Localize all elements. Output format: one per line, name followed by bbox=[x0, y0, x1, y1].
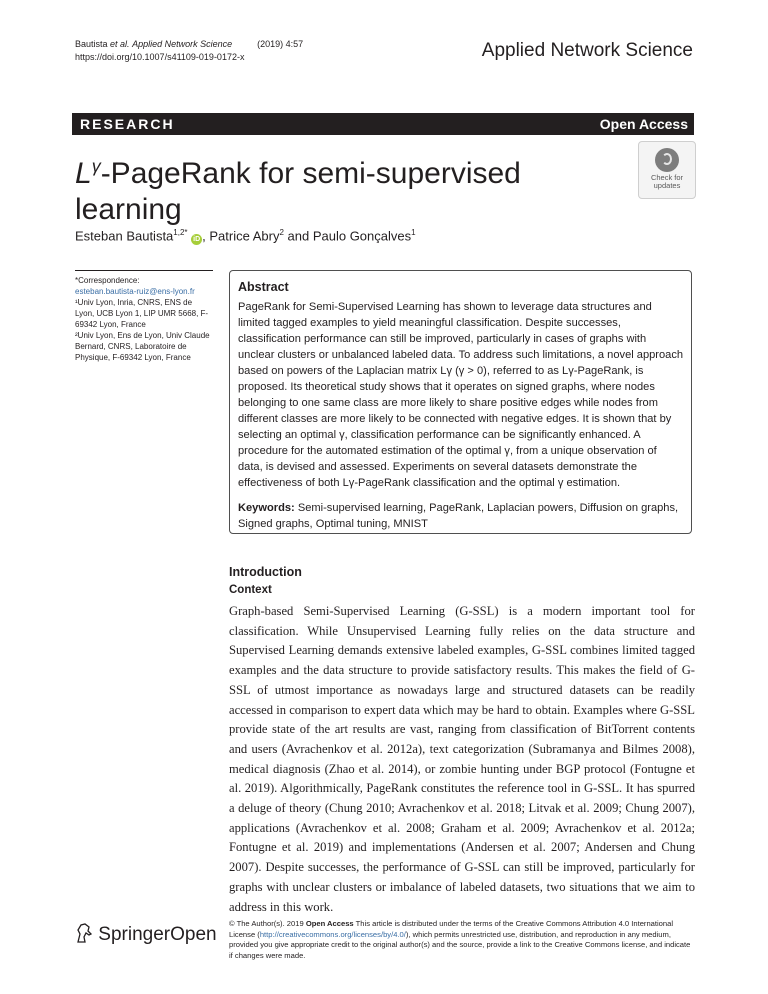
header-journal: Applied Network Science bbox=[132, 39, 233, 49]
author-list: Esteban Bautista$^{1,2*}$ iD , Patrice Abry$^2$ and Paulo Gonçalves$^1$ bbox=[75, 228, 416, 244]
correspondence-email[interactable]: esteban.bautista-ruiz@ens-lyon.fr bbox=[75, 287, 195, 296]
springer-open-logo: SpringerOpen bbox=[75, 922, 217, 946]
abstract-box bbox=[229, 270, 692, 534]
journal-name: Applied Network Science bbox=[481, 40, 693, 61]
author-name: and Paulo Gonçalves bbox=[283, 228, 412, 244]
correspondence-block bbox=[75, 270, 213, 363]
affiliation: ²Univ Lyon, Ens de Lyon, Univ Claude Bernard, CNRS, Laboratoire de Physique, F-69342 Lyon, France bbox=[75, 331, 210, 362]
affiliation: ¹Univ Lyon, Inria, CNRS, ENS de Lyon, UCB Lyon 1, LIP UMR 5668, F-69342 Lyon, France bbox=[75, 298, 209, 329]
article-title: $L^\gamma$-PageRank for semi-supervised learning bbox=[75, 156, 521, 226]
subsection-heading: Context bbox=[229, 584, 272, 596]
springer-horse-icon bbox=[75, 922, 93, 944]
header-authors: Bautista bbox=[75, 39, 108, 49]
running-header bbox=[75, 38, 303, 64]
correspondence-label: *Correspondence: bbox=[75, 276, 140, 285]
header-year-volume: (2019) 4:57 bbox=[257, 39, 304, 49]
check-for-updates-badge[interactable]: Check for updates bbox=[638, 141, 696, 199]
author-name: Esteban Bautista bbox=[75, 228, 174, 244]
article-type-bar bbox=[72, 113, 694, 135]
doi-link[interactable]: https://doi.org/10.1007/s41109-019-0172-x bbox=[75, 52, 245, 62]
article-type: RESEARCH bbox=[80, 116, 175, 132]
abstract-text: PageRank for Semi-Supervised Learning has shown to leverage data structures and limited tagged examples to yield meaningful classification. Despite successes, classification performance can still be improved, particularly in cases of graphs with unclear clusters or unbalanced labeled data. To address such limitations, a novel approach based on powers of the Laplacian matrix Lγ (γ > 0), referred to as Lγ-PageRank, is proposed. Its theoretical study shows that it operates on signed graphs, where nodes belonging to one same class are more likely to share positive edges while nodes from different classes are more likely to be connected with negative edges. It is shown that by selecting an optimal γ, classification performance can be significantly enhanced. A procedure for the automated estimation of the optimal γ, from a unique observation of data, is devised and assessed. Experiments on several datasets demonstrate the effectiveness of both Lγ-PageRank classification and the optimal γ estimation. bbox=[238, 301, 684, 489]
license-link[interactable]: http://creativecommons.org/licenses/by/4.0/ bbox=[259, 929, 406, 939]
keywords: Keywords: Semi-supervised learning, PageRank, Laplacian powers, Diffusion on graphs, Signed graphs, Optimal tuning, MNIST bbox=[238, 502, 679, 530]
bookmark-icon bbox=[655, 148, 679, 172]
orcid-icon[interactable]: iD bbox=[193, 236, 201, 244]
header-et-al: et al. bbox=[110, 39, 130, 49]
body-paragraph: Graph-based Semi-Supervised Learning (G-SSL) is a modern important tool for classification. While Unsupervised Learning fully relies on the data structure and Supervised Learning demands extensive labeled examples, G-SSL combines limited tagged examples and the data structure to provide satisfactory results. This makes the field of G-SSL of utmost importance as nowadays large and structured datasets can be readily accessed in comparison to expert data which may be hard to obtain. Examples where G-SSL provide state of the art results are vast, ranging from classification of BitTorrent contents and users (Avrachenkov et al. 2012a), text categorization (Subramanya and Bilmes 2008), medical diagnosis (Zhao et al. 2014), or zombie hunting under BGP protocol (Fontugne et al. 2019). Algorithmically, PageRank constitutes the reference tool in G-SSL. It has spurred a deluge of theory (Chung 2010; Avrachenkov et al. 2018; Litvak et al. 2009; Chung 2007), applications (Avrachenkov et al. 2008; Graham et al. 2009; Avrachenkov et al. 2012a; Fontugne et al. 2019) and implementations (Andersen et al. 2007; Andersen and Chung 2007). Despite successes, the performance of G-SSL can still be improved, particularly for graphs with unclear clusters or imbalance of labeled datasets, two situations that we aim to address in this work. bbox=[229, 604, 695, 914]
license-text: © The Author(s). 2019 Open Access This article is distributed under the terms of the Creative Commons Attribution 4.0 International License (http://creativecommons.org/licenses/by/4.0/), which permits unrestricted use, distribution, and reproduction in any medium, provided you give appropriate credit to the original author(s) and the source, provide a link to the Creative Commons license, and indicate if changes were made. bbox=[229, 919, 691, 960]
section-heading: Introduction bbox=[229, 565, 302, 579]
author-name: , Patrice Abry bbox=[202, 228, 280, 244]
open-access-label: Open Access bbox=[599, 116, 688, 132]
abstract-heading: Abstract bbox=[238, 280, 289, 294]
